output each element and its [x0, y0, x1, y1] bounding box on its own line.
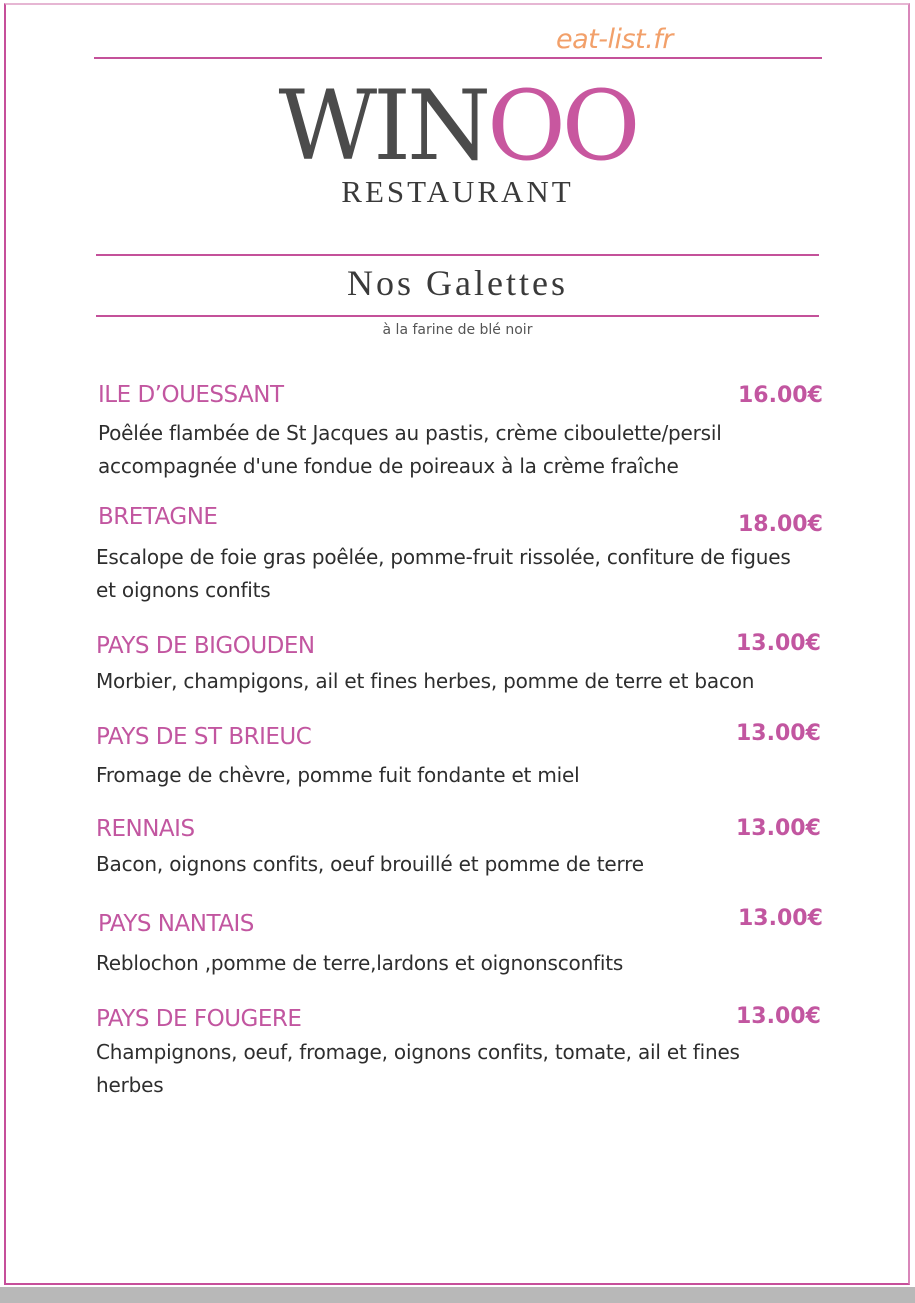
menu-item-description: Escalope de foie gras poêlée, pomme-fruit rissolée, confiture de figues et oignons confits — [96, 545, 791, 602]
restaurant-logo — [0, 70, 915, 182]
menu-item-description: Champignons, oeuf, fromage, oignons confits, tomate, ail et fines herbes — [96, 1040, 740, 1097]
logo-part-dark: WIN — [278, 70, 488, 182]
menu-item-price: 13.00€ — [736, 1004, 821, 1029]
menu-item-name: PAYS DE ST BRIEUC — [96, 724, 312, 750]
menu-item-price: 13.00€ — [736, 816, 821, 841]
menu-item-description: Reblochon ,pomme de terre,lardons et oignonsconfits — [96, 951, 624, 975]
watermark: eat-list.fr — [556, 24, 673, 55]
menu-item-description: Poêlée flambée de St Jacques au pastis, crème ciboulette/persil accompagnée d'une fondue de poireaux à la crème fraîche — [98, 421, 722, 478]
menu-item-price: 13.00€ — [738, 906, 823, 931]
logo-part-accent: OO — [487, 70, 637, 182]
menu-item-name: PAYS DE FOUGERE — [96, 1006, 302, 1032]
menu-item-description: Bacon, oignons confits, oeuf brouillé et pomme de terre — [96, 852, 644, 876]
section-title: Nos Galettes — [347, 263, 568, 303]
section-divider-bottom — [96, 315, 819, 317]
menu-item-name: PAYS NANTAIS — [98, 911, 254, 937]
menu-item-name: BRETAGNE — [98, 504, 218, 530]
bottom-bar — [0, 1287, 915, 1303]
top-divider — [94, 57, 822, 59]
menu-item-price: 13.00€ — [736, 721, 821, 746]
menu-item-price: 18.00€ — [738, 512, 823, 537]
menu-item-price: 16.00€ — [738, 383, 823, 408]
section-divider-top — [96, 254, 819, 256]
menu-item-description: Morbier, champigons, ail et fines herbes, pomme de terre et bacon — [96, 669, 755, 693]
section-subtitle: à la farine de blé noir — [382, 322, 533, 338]
menu-item-name: PAYS DE BIGOUDEN — [96, 633, 315, 659]
menu-item-price: 13.00€ — [736, 631, 821, 656]
menu-item-name: ILE D’OUESSANT — [98, 382, 284, 408]
menu-item-name: RENNAIS — [96, 816, 195, 842]
restaurant-subtitle: RESTAURANT — [341, 174, 574, 209]
menu-item-description: Fromage de chèvre, pomme fuit fondante et miel — [96, 763, 580, 787]
